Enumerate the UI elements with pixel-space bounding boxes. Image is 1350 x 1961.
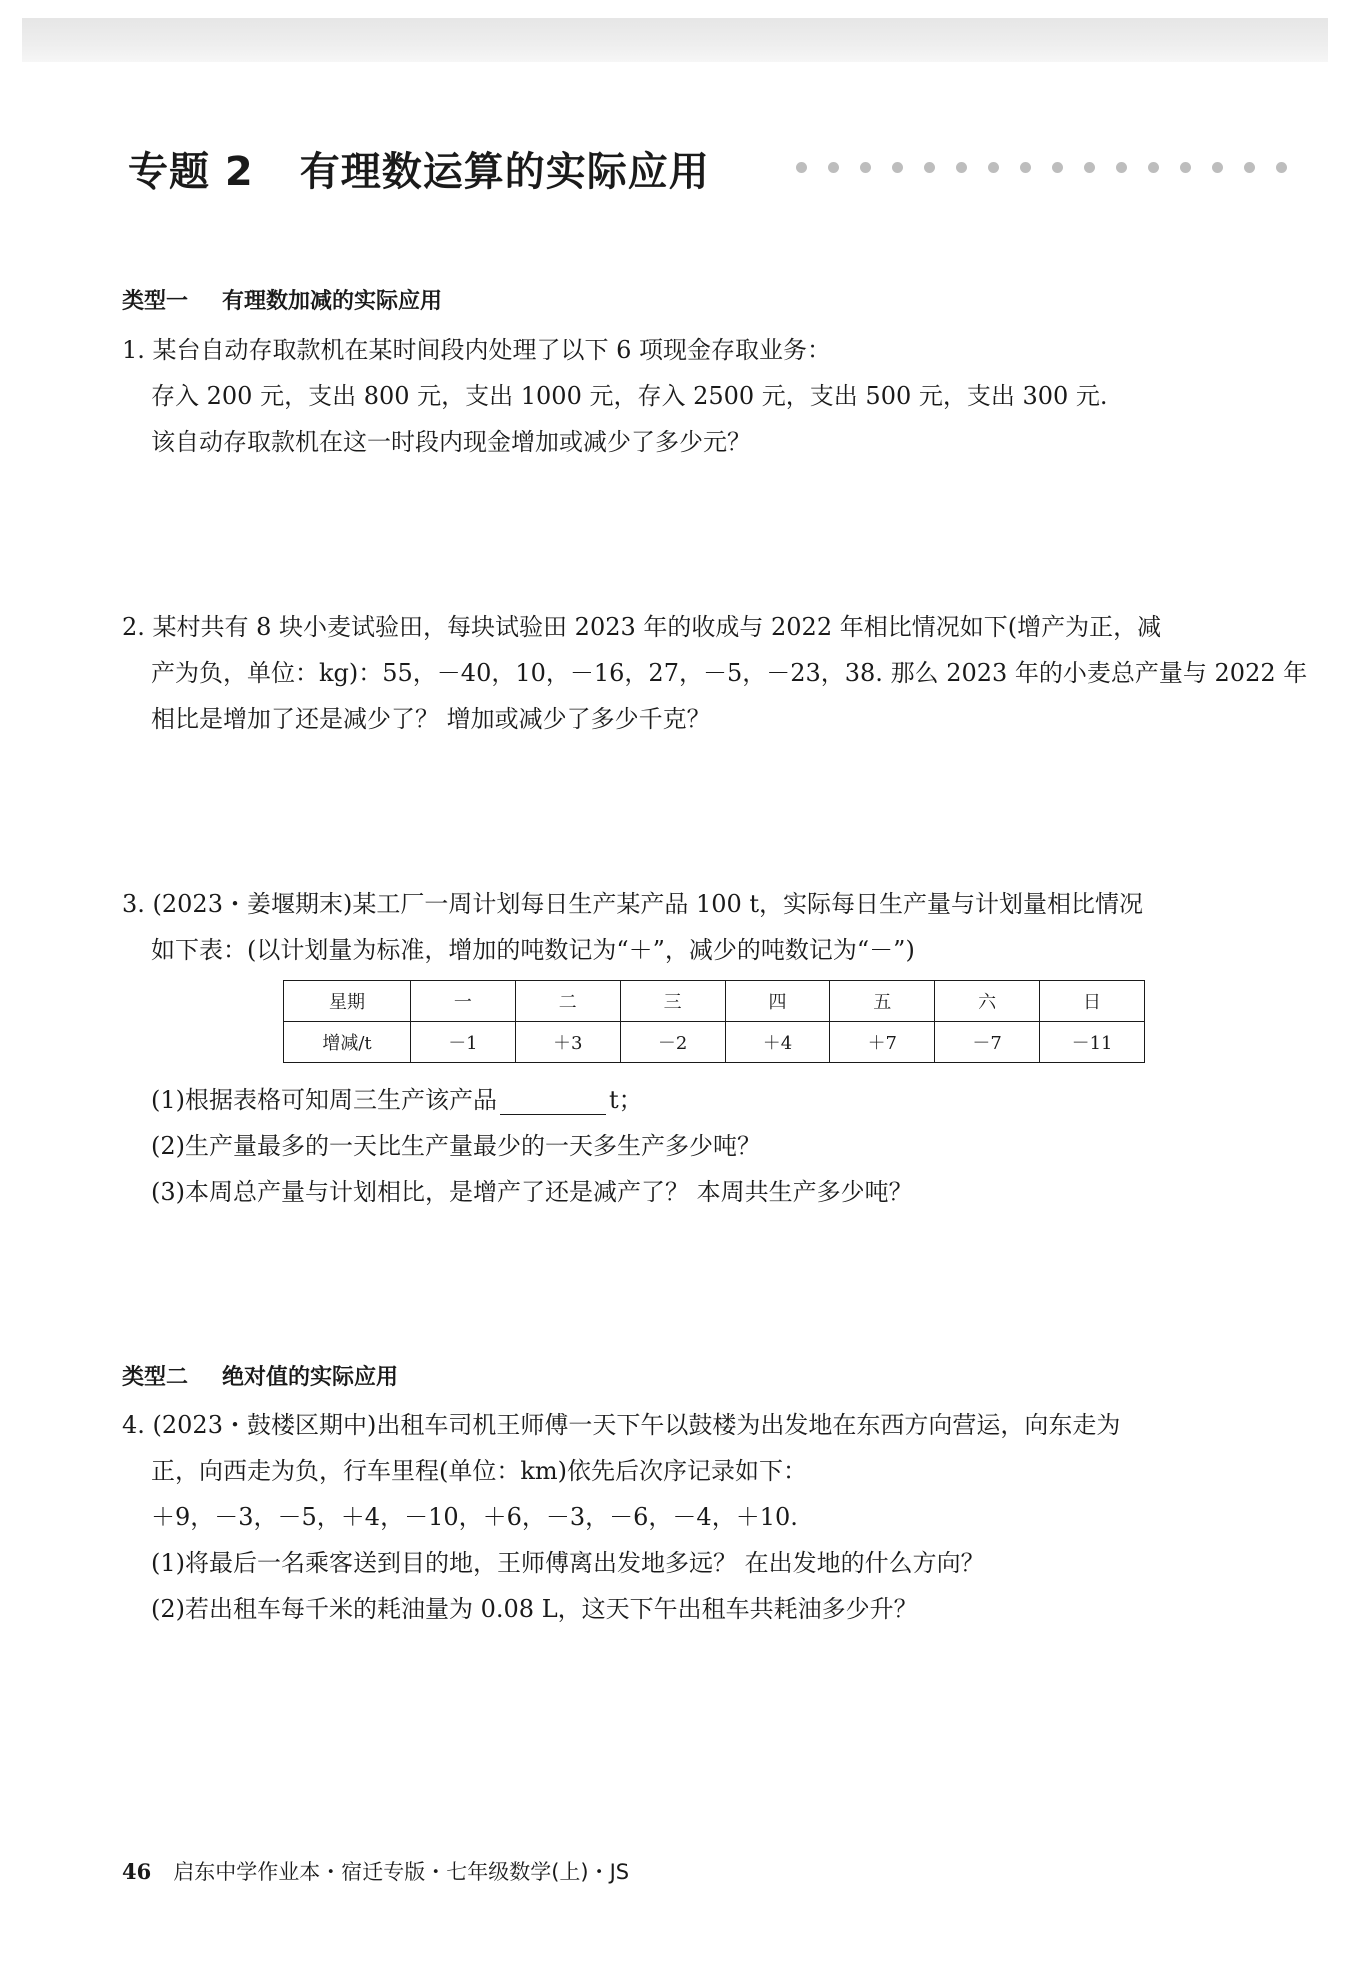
- table-cell: 日: [1040, 981, 1145, 1022]
- table-header-cell: 增减/t: [284, 1022, 411, 1063]
- dot-icon: [1116, 162, 1127, 173]
- problem-2-line-3: 相比是增加了还是减少了？ 增加或减少了多少千克？: [151, 705, 711, 733]
- problem-4-question-1: (1)将最后一名乘客送到目的地，王师傅离出发地多远？ 在出发地的什么方向？: [151, 1549, 985, 1577]
- problem-1-line-2: 存入 200 元，支出 800 元，支出 1000 元，存入 2500 元，支出 500 元，支出 300 元.: [151, 382, 1108, 410]
- problem-2-line-1: 2. 某村共有 8 块小麦试验田，每块试验田 2023 年的收成与 2022 年相比情况如下(增产为正，减: [122, 613, 1162, 641]
- table-cell: －1: [411, 1022, 516, 1063]
- section-heading-type-2: [122, 1360, 398, 1391]
- question-text: (1)根据表格可知周三生产该产品: [151, 1086, 497, 1114]
- problem-4-question-2: (2)若出租车每千米的耗油量为 0.08 L，这天下午出租车共耗油多少升？: [151, 1595, 918, 1623]
- table-cell: ＋7: [830, 1022, 935, 1063]
- table-header-cell: 星期: [284, 981, 411, 1022]
- problem-3-question-2: (2)生产量最多的一天比生产量最少的一天多生产多少吨？: [151, 1132, 761, 1160]
- table-cell: 六: [935, 981, 1040, 1022]
- production-change-table: [283, 980, 1145, 1063]
- section-label: 类型二: [122, 1365, 189, 1390]
- table-cell: －7: [935, 1022, 1040, 1063]
- dot-icon: [828, 162, 839, 173]
- table-cell: 三: [620, 981, 725, 1022]
- problem-1-line-3: 该自动存取款机在这一时段内现金增加或减少了多少元？: [151, 428, 751, 456]
- problem-3-line-2: 如下表：(以计划量为标准，增加的吨数记为“＋”，减少的吨数记为“－”): [151, 936, 915, 964]
- scan-top-shadow: [22, 18, 1328, 62]
- book-title: 启东中学作业本・宿迁专版・七年级数学(上)・JS: [173, 1860, 630, 1884]
- dot-icon: [796, 162, 807, 173]
- problem-2-line-2: 产为负，单位：kg)：55，－40，10，－16，27，－5，－23，38. 那么 2023 年的小麦总产量与 2022 年: [151, 659, 1308, 687]
- problem-3-line-1: 3. (2023・姜堰期末)某工厂一周计划每日生产某产品 100 t，实际每日生产量与计划量相比情况: [122, 890, 1144, 918]
- section-title: 有理数加减的实际应用: [222, 289, 443, 314]
- problem-4-line-3: ＋9，－3，－5，＋4，－10，＋6，－3，－6，－4，＋10.: [151, 1503, 798, 1531]
- topic-header: [128, 140, 1328, 200]
- section-title: 绝对值的实际应用: [222, 1365, 399, 1390]
- problem-4-line-1: 4. (2023・鼓楼区期中)出租车司机王师傅一天下午以鼓楼为出发地在东西方向营运，向东走为: [122, 1411, 1121, 1439]
- section-heading-type-1: [122, 284, 442, 315]
- table-cell: 二: [515, 981, 620, 1022]
- dot-icon: [1020, 162, 1031, 173]
- table-cell: 一: [411, 981, 516, 1022]
- table-row-weekday: [284, 981, 1145, 1022]
- dot-icon: [956, 162, 967, 173]
- table-cell: ＋3: [515, 1022, 620, 1063]
- table-row-change: [284, 1022, 1145, 1063]
- dot-icon: [1212, 162, 1223, 173]
- dot-icon: [1148, 162, 1159, 173]
- table-cell: ＋4: [725, 1022, 830, 1063]
- problem-4-line-2: 正，向西走为负，行车里程(单位：km)依先后次序记录如下：: [151, 1457, 808, 1485]
- problem-3-question-1: [151, 1080, 643, 1115]
- topic-number: 专题 2: [128, 149, 254, 195]
- problem-1-line-1: 1. 某台自动存取款机在某时间段内处理了以下 6 项现金存取业务：: [122, 336, 832, 364]
- dot-icon: [1052, 162, 1063, 173]
- table-cell: －2: [620, 1022, 725, 1063]
- dot-icon: [924, 162, 935, 173]
- page-number: 46: [122, 1859, 152, 1884]
- answer-blank[interactable]: [500, 1090, 606, 1115]
- problem-3-question-3: (3)本周总产量与计划相比，是增产了还是减产了？ 本周共生产多少吨？: [151, 1178, 913, 1206]
- table-cell: 五: [830, 981, 935, 1022]
- dot-icon: [892, 162, 903, 173]
- dot-icon: [1084, 162, 1095, 173]
- decorative-dot-row: [796, 162, 1287, 173]
- table-cell: －11: [1040, 1022, 1145, 1063]
- dot-icon: [1244, 162, 1255, 173]
- table-cell: 四: [725, 981, 830, 1022]
- dot-icon: [1276, 162, 1287, 173]
- section-label: 类型一: [122, 289, 189, 314]
- question-unit: t；: [609, 1086, 643, 1114]
- page-footer: [122, 1856, 629, 1886]
- dot-icon: [1180, 162, 1191, 173]
- topic-title: 有理数运算的实际应用: [299, 149, 710, 195]
- page-title: [128, 140, 710, 197]
- dot-icon: [988, 162, 999, 173]
- dot-icon: [860, 162, 871, 173]
